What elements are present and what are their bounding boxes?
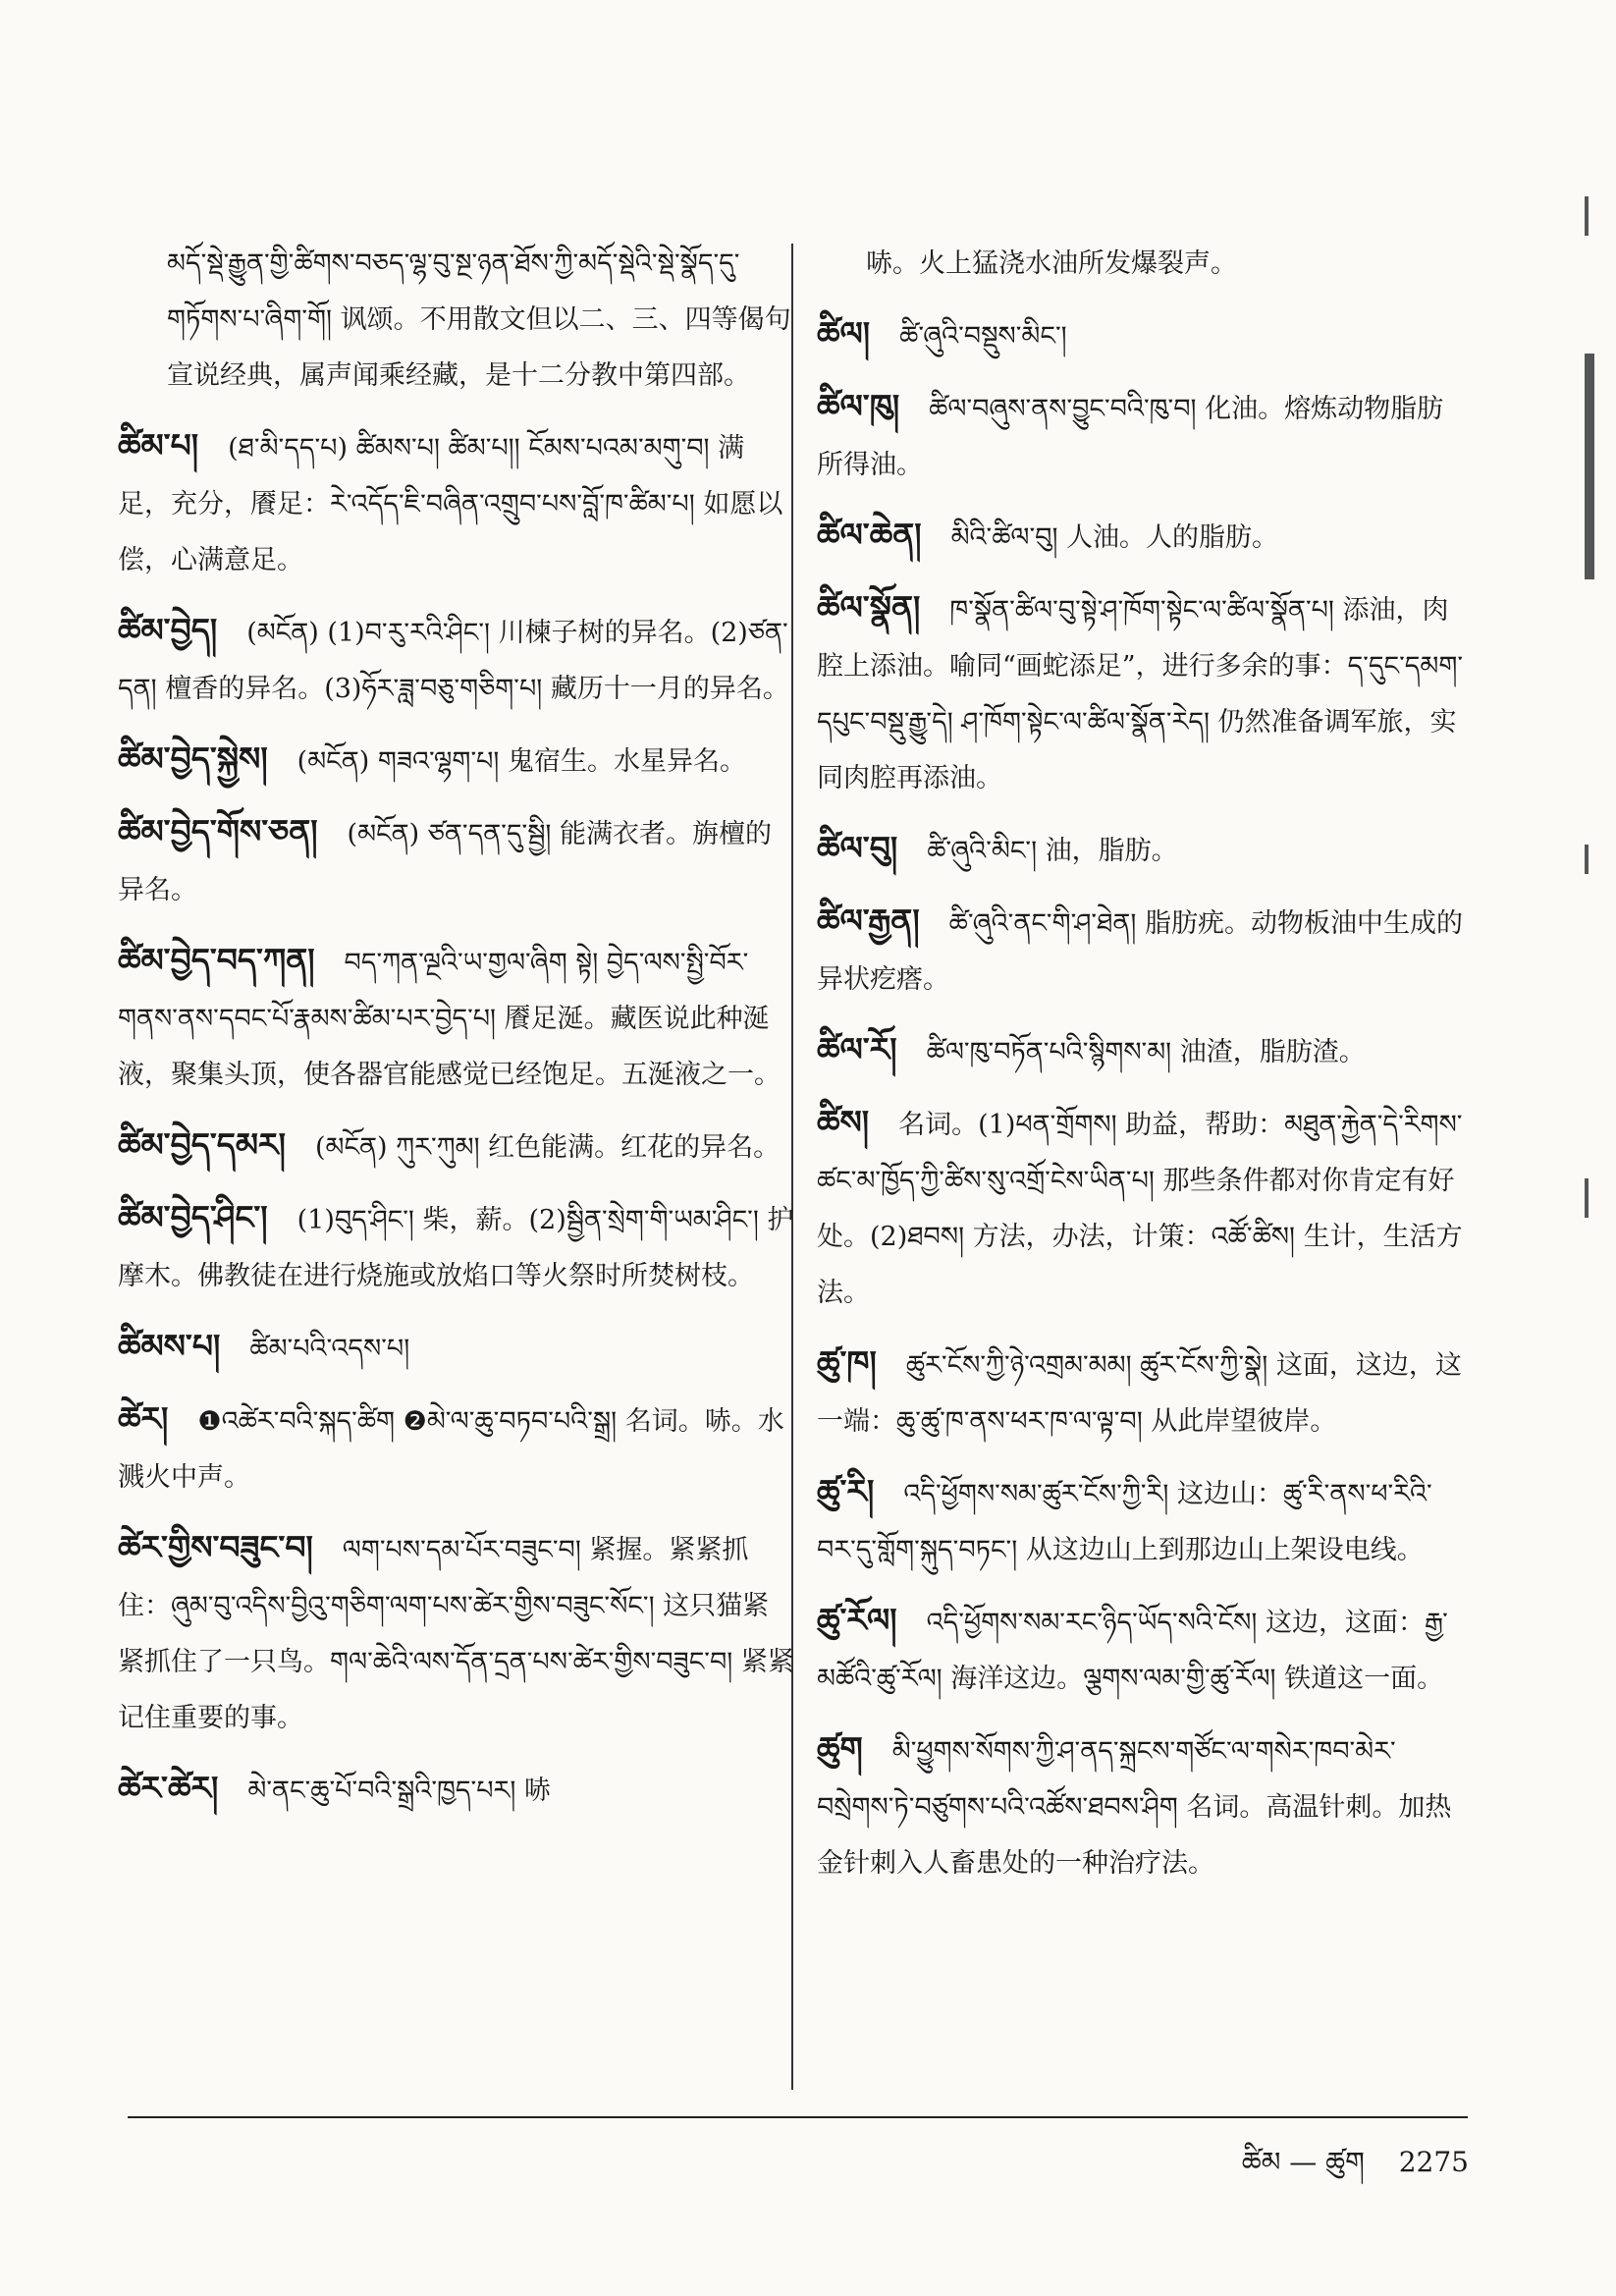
entry-definition: ཚི་ཞུའི་མིང་། 油，脂肪。	[927, 836, 1178, 866]
entry-headword: ཚིས།	[817, 1103, 870, 1141]
entry-definition: ཚུར་ངོས་ཀྱི་ཉེ་འགྲམ་མམ། ཚུར་ངོས་ཀྱི་སྣེ། 这面，这边，这一端：ཆུ་ཚུ་ཁ་ནས་ཕར་ཁ་ལ་ལྟ་བ། 从此岸望彼岸。	[817, 1350, 1462, 1437]
entry-definition: (མངོན) ཙན་དན་དུ་སྦྱི། 能满衣者。旃檀的异名。	[118, 819, 773, 905]
dictionary-entry	[817, 893, 1465, 1008]
entry-definition: ཚིལ་བཞུས་ནས་བྱུང་བའི་ཁུ་བ། 化油。熔炼动物脂肪所得油。	[817, 394, 1444, 480]
entry-headword: ཚིལ།	[817, 314, 871, 353]
entry-headword: ཚིམ་བྱེད།	[118, 611, 218, 649]
entry-definition: མི་ཕྱུགས་སོགས་ཀྱི་ཤ་ནད་སྐྲངས་གཙོང་ལ་གསེར་ཁབ་མེར་བསྲེགས་ཏེ་བཙུགས་པའི་འཚོས་ཐབས་ཤིག 名词。高温针刺。加热金针刺入人畜患处的一种治疗法。	[817, 1736, 1452, 1879]
entry-definition: (མངོན) ཀུར་ཀུམ། 红色能满。红花的异名。	[314, 1132, 781, 1163]
entry-definition: ཚིམ་པའི་འདས་པ།	[249, 1334, 410, 1364]
dictionary-entry	[817, 1463, 1465, 1578]
dictionary-entry	[118, 1189, 795, 1304]
entry-headword: ཚིམ་པ།	[118, 426, 199, 465]
dictionary-entry	[118, 1117, 795, 1175]
dictionary-entry	[118, 731, 795, 790]
dictionary-entry	[817, 1021, 1465, 1080]
dictionary-entry	[118, 932, 795, 1103]
margin-marks	[1585, 196, 1598, 1277]
entry-headword: ཚིམ་བྱེད་ཤིང་།	[118, 1198, 268, 1236]
dictionary-entry	[817, 579, 1465, 806]
entry-headword: ཚིམ་བྱེད་གོས་ཅན།	[118, 812, 318, 850]
entry-definition: མདོ་སྡེ་རྒྱུན་གྱི་ཚིགས་བཅད་ལྷ་བུ་སྔ་ཉན་ཐོས་ཀྱི་མདོ་སྡེའི་སྡེ་སྣོད་དུ་གཏོགས་པ་ཞིག་གོ། 讽颂。不用散文但以二、三、四等偈句宣说经典，属声闻乘经藏，是十二分教中第四部。	[167, 248, 791, 391]
dictionary-entry	[118, 417, 795, 588]
dictionary-entry	[817, 1721, 1465, 1891]
entry-definition: ཁ་སྣོན་ཚིལ་བུ་སྟེ་ཤ་ཁོག་སྟེང་ལ་ཚིལ་སྣོན་པ། 添油，肉腔上添油。喻同“画蛇添足”，进行多余的事：ད་དུང་དམག་དཔུང་བསྡུ་རྒྱུ་དེ། ཤ་ཁོག་སྟེང་ལ་ཚིལ་སྣོན་རེད། 仍然准备调军旅，实同肉腔再添油。	[817, 595, 1464, 793]
entry-headword: ཚེར་ཚེར།	[118, 1769, 219, 1807]
entry-definition: 哧。火上猛浇水油所发爆裂声。	[866, 248, 1237, 279]
dictionary-entry	[118, 1760, 795, 1819]
entry-definition: མེ་ནང་ཆུ་པོ་བའི་སྒྲའི་ཁྱད་པར། 哧	[247, 1776, 551, 1806]
dictionary-entry	[817, 1335, 1465, 1449]
dictionary-entry	[817, 236, 1465, 292]
entry-headword: ཚིལ་ཁུ།	[817, 387, 900, 425]
entry-headword: ཚིམས་པ།	[118, 1327, 221, 1365]
entry-headword: ཚུག	[817, 1729, 863, 1768]
dictionary-entry	[817, 1592, 1465, 1707]
page-number: 2275	[1398, 2146, 1469, 2178]
entry-headword: ཚེར།	[118, 1399, 169, 1438]
entry-headword: ཚིམ་བྱེད་སྐྱེས།	[118, 739, 268, 778]
entry-definition: མིའི་ཚིལ་བུ། 人油。人的脂肪。	[950, 522, 1279, 553]
entry-definition: ཚི་ཞུའི་བསྡུས་མིང་།	[899, 321, 1067, 352]
dictionary-entry	[817, 1094, 1465, 1321]
entry-definition: འདི་ཕྱོགས་སམ་ཚུར་ངོས་ཀྱི་རི། 这边山：ཚུ་རི་ནས་ཕ་རིའི་བར་དུ་གློག་སྐུད་བཏང་། 从这边山上到那边山上架设电线。	[817, 1479, 1432, 1565]
entry-definition: (མངོན) གཟའ་ལྷག་པ། 鬼宿生。水星异名。	[296, 746, 746, 777]
entry-definition: 名词。(1)ཕན་གྲོགས། 助益，帮助：མཐུན་རྐྱེན་དེ་རིགས་ཚང་མ་ཁྱོད་ཀྱི་ཚིས་སུ་འགྲོ་ངེས་ཡིན་པ། 那些条件都对你肯定有好处。(2)ཐབས། 方法，办法，计策：འཚོ་ཚིས། 生计，生活方法。	[817, 1110, 1463, 1308]
dictionary-entry	[817, 820, 1465, 879]
entry-headword: ཚིལ་སྣོན།	[817, 588, 921, 627]
dictionary-entry	[118, 1519, 795, 1746]
entry-headword: ཚིམ་བྱེད་དམར།	[118, 1125, 286, 1164]
dictionary-entry	[817, 305, 1465, 364]
entry-definition: ❶འཚེར་བའི་སྐད་ཚིག ❷མེ་ལ་ཆུ་བཏབ་པའི་སྒྲ། 名词。哧。水溅火中声。	[118, 1406, 784, 1493]
entry-headword: ཚིམ་བྱེད་བད་ཀན།	[118, 941, 315, 979]
entry-headword: ཚུ་རི།	[817, 1472, 875, 1510]
dictionary-entry	[817, 507, 1465, 566]
entry-definition: བད་ཀན་ལྔའི་ཡ་གྱལ་ཞིག སྟེ། བྱེད་ལས་སྤྱི་བོར་གནས་ནས་དབང་པོ་རྣམས་ཚིམ་པར་བྱེད་པ། 餍足涎。藏医说此种涎液，聚集头顶，使各器官能感觉已经饱足。五涎液之一。	[118, 948, 781, 1090]
entry-definition: (མངོན) (1)བ་རུ་རའི་ཤིང་། 川楝子树的异名。(2)ཙན་དན། 檀香的异名。(3)ཧོར་ཟླ་བཅུ་གཅིག་པ། 藏历十一月的异名。	[118, 618, 789, 704]
entry-definition: ཚིལ་ཁུ་བཏོན་པའི་སྙིགས་མ། 油渣，脂肪渣。	[926, 1037, 1366, 1067]
entry-definition: (1)བུད་ཤིང་། 柴，薪。(2)སྦྱིན་སྲེག་གི་ཡམ་ཤིང་། 护摩木。佛教徒在进行烧施或放焰口等火祭时所焚树枝。	[118, 1205, 794, 1291]
entry-headword: ཚིལ་ཆེན།	[817, 516, 922, 554]
entry-definition: ཚི་ཞུའི་ནང་གི་ཤ་ཐེན། 脂肪疣。动物板油中生成的异状疙瘩。	[817, 908, 1463, 995]
footer-range: ཚིམ — ཚུག	[1241, 2146, 1365, 2178]
page-footer	[1216, 2131, 1469, 2209]
right-column	[817, 236, 1465, 1905]
entry-definition: (ཐ་མི་དད་པ) ཚིམས་པ། ཚིམ་པ།། ངོམས་པའམ་མགུ་བ། 满足，充分，餍足：རེ་འདོད་ཇི་བཞིན་འགྲུབ་པས་བློ་ཁ་ཚིམ་པ། 如愿以偿，心满意足。	[118, 433, 783, 575]
entry-definition: འདི་ཕྱོགས་སམ་རང་ཉིད་ཡོད་སའི་ངོས། 这边，这面：རྒྱ་མཚོའི་ཚུ་རོལ། 海洋这边。ལྕགས་ལམ་གྱི་ཚུ་རོལ། 铁道这一面。	[817, 1608, 1448, 1694]
dictionary-entry	[118, 1391, 795, 1505]
dictionary-entry	[118, 1318, 795, 1377]
entry-headword: ཚིལ་རྒྱན།	[817, 902, 920, 940]
entry-headword: ཚིལ་རོ།	[817, 1030, 897, 1068]
dictionary-entry	[118, 602, 795, 717]
left-column	[118, 236, 795, 1832]
dictionary-entry	[118, 803, 795, 918]
entry-headword: ཚེར་གྱིས་བཟུང་བ།	[118, 1528, 313, 1566]
entry-headword: ཚིལ་བུ།	[817, 829, 898, 867]
entry-headword: ཚུ་རོལ།	[817, 1601, 897, 1639]
dictionary-entry	[817, 378, 1465, 493]
entry-headword: ཚུ་ཁ།	[817, 1343, 877, 1382]
dictionary-entry	[118, 236, 795, 404]
entry-definition: ལག་པས་དམ་པོར་བཟུང་བ། 紧握。紧紧抓住：ཞུམ་བུ་འདིས་བྱིའུ་གཅིག་ལག་པས་ཚེར་གྱིས་བཟུང་སོང་། 这只猫紧紧抓住了一只鸟。གལ་ཆེའི་ལས་དོན་དྲན་པས་ཚེར་གྱིས་བཟུང་བ། 紧紧记住重要的事。	[118, 1535, 794, 1733]
footer-rule	[128, 2116, 1468, 2118]
